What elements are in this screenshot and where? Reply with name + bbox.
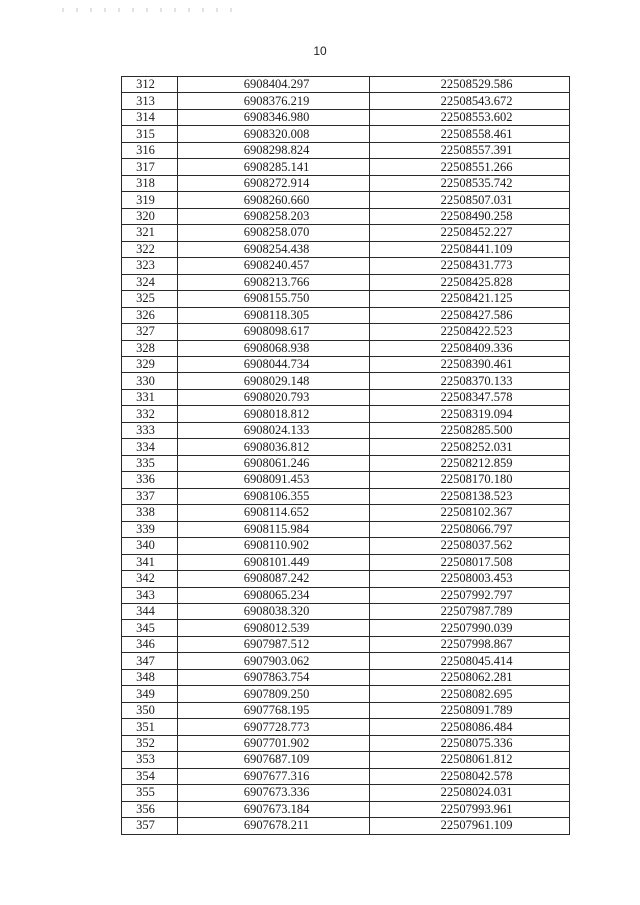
point-number-cell: 356 xyxy=(122,801,178,817)
table-row xyxy=(122,702,570,718)
scan-artifact xyxy=(62,8,242,12)
x-coordinate-cell: 6908258.070 xyxy=(178,225,370,241)
x-coordinate-cell: 6908404.297 xyxy=(178,77,370,93)
point-number-cell: 349 xyxy=(122,686,178,702)
point-number-cell: 352 xyxy=(122,735,178,751)
table-row xyxy=(122,258,570,274)
y-coordinate-cell: 22508066.797 xyxy=(370,521,570,537)
point-number-cell: 323 xyxy=(122,258,178,274)
y-coordinate-cell: 22508543.672 xyxy=(370,93,570,109)
point-number-cell: 354 xyxy=(122,768,178,784)
y-coordinate-cell: 22507961.109 xyxy=(370,818,570,834)
x-coordinate-cell: 6907673.184 xyxy=(178,801,370,817)
y-coordinate-cell: 22508024.031 xyxy=(370,785,570,801)
y-coordinate-cell: 22508252.031 xyxy=(370,439,570,455)
x-coordinate-cell: 6907673.336 xyxy=(178,785,370,801)
table-row xyxy=(122,159,570,175)
x-coordinate-cell: 6908320.008 xyxy=(178,126,370,142)
x-coordinate-cell: 6908114.652 xyxy=(178,505,370,521)
table-row xyxy=(122,587,570,603)
x-coordinate-cell: 6908258.203 xyxy=(178,208,370,224)
x-coordinate-cell: 6908115.984 xyxy=(178,521,370,537)
table-row xyxy=(122,505,570,521)
point-number-cell: 317 xyxy=(122,159,178,175)
x-coordinate-cell: 6908254.438 xyxy=(178,241,370,257)
x-coordinate-cell: 6908260.660 xyxy=(178,192,370,208)
y-coordinate-cell: 22508535.742 xyxy=(370,175,570,191)
point-number-cell: 331 xyxy=(122,389,178,405)
y-coordinate-cell: 22508285.500 xyxy=(370,422,570,438)
x-coordinate-cell: 6908036.812 xyxy=(178,439,370,455)
y-coordinate-cell: 22508409.336 xyxy=(370,340,570,356)
point-number-cell: 312 xyxy=(122,77,178,93)
y-coordinate-cell: 22508370.133 xyxy=(370,373,570,389)
x-coordinate-cell: 6908298.824 xyxy=(178,142,370,158)
y-coordinate-cell: 22508091.789 xyxy=(370,702,570,718)
table-row xyxy=(122,77,570,93)
x-coordinate-cell: 6907903.062 xyxy=(178,653,370,669)
x-coordinate-cell: 6908285.141 xyxy=(178,159,370,175)
table-row xyxy=(122,356,570,372)
page-number: 10 xyxy=(313,44,327,58)
point-number-cell: 316 xyxy=(122,142,178,158)
point-number-cell: 337 xyxy=(122,488,178,504)
table-row xyxy=(122,636,570,652)
x-coordinate-cell: 6908155.750 xyxy=(178,291,370,307)
y-coordinate-cell: 22508557.391 xyxy=(370,142,570,158)
x-coordinate-cell: 6908091.453 xyxy=(178,472,370,488)
point-number-cell: 319 xyxy=(122,192,178,208)
table-row xyxy=(122,768,570,784)
table-row xyxy=(122,93,570,109)
point-number-cell: 313 xyxy=(122,93,178,109)
x-coordinate-cell: 6908110.902 xyxy=(178,538,370,554)
x-coordinate-cell: 6908106.355 xyxy=(178,488,370,504)
table-row xyxy=(122,109,570,125)
y-coordinate-cell: 22508138.523 xyxy=(370,488,570,504)
y-coordinate-cell: 22508441.109 xyxy=(370,241,570,257)
x-coordinate-cell: 6908376.219 xyxy=(178,93,370,109)
x-coordinate-cell: 6908020.793 xyxy=(178,389,370,405)
x-coordinate-cell: 6908346.980 xyxy=(178,109,370,125)
y-coordinate-cell: 22508003.453 xyxy=(370,571,570,587)
x-coordinate-cell: 6907863.754 xyxy=(178,669,370,685)
table-row xyxy=(122,719,570,735)
y-coordinate-cell: 22508431.773 xyxy=(370,258,570,274)
x-coordinate-cell: 6908272.914 xyxy=(178,175,370,191)
y-coordinate-cell: 22508061.812 xyxy=(370,752,570,768)
y-coordinate-cell: 22508452.227 xyxy=(370,225,570,241)
table-row xyxy=(122,571,570,587)
y-coordinate-cell: 22507990.039 xyxy=(370,620,570,636)
point-number-cell: 324 xyxy=(122,274,178,290)
x-coordinate-cell: 6908044.734 xyxy=(178,356,370,372)
x-coordinate-cell: 6908101.449 xyxy=(178,554,370,570)
point-number-cell: 344 xyxy=(122,604,178,620)
point-number-cell: 333 xyxy=(122,422,178,438)
y-coordinate-cell: 22508421.125 xyxy=(370,291,570,307)
y-coordinate-cell: 22508082.695 xyxy=(370,686,570,702)
x-coordinate-cell: 6908098.617 xyxy=(178,324,370,340)
point-number-cell: 326 xyxy=(122,307,178,323)
table-row xyxy=(122,406,570,422)
point-number-cell: 355 xyxy=(122,785,178,801)
point-number-cell: 338 xyxy=(122,505,178,521)
table-row xyxy=(122,324,570,340)
y-coordinate-cell: 22507987.789 xyxy=(370,604,570,620)
y-coordinate-cell: 22508529.586 xyxy=(370,77,570,93)
x-coordinate-cell: 6908240.457 xyxy=(178,258,370,274)
point-number-cell: 340 xyxy=(122,538,178,554)
y-coordinate-cell: 22508507.031 xyxy=(370,192,570,208)
point-number-cell: 343 xyxy=(122,587,178,603)
table-row xyxy=(122,291,570,307)
coordinates-table xyxy=(121,76,570,835)
y-coordinate-cell: 22508086.484 xyxy=(370,719,570,735)
table-row xyxy=(122,455,570,471)
point-number-cell: 339 xyxy=(122,521,178,537)
x-coordinate-cell: 6908038.320 xyxy=(178,604,370,620)
table-row xyxy=(122,208,570,224)
table-row xyxy=(122,307,570,323)
table-row xyxy=(122,422,570,438)
point-number-cell: 351 xyxy=(122,719,178,735)
point-number-cell: 327 xyxy=(122,324,178,340)
table-row xyxy=(122,241,570,257)
point-number-cell: 345 xyxy=(122,620,178,636)
table-row xyxy=(122,554,570,570)
y-coordinate-cell: 22508042.578 xyxy=(370,768,570,784)
table-row xyxy=(122,538,570,554)
table-row xyxy=(122,686,570,702)
x-coordinate-cell: 6908087.242 xyxy=(178,571,370,587)
x-coordinate-cell: 6908213.766 xyxy=(178,274,370,290)
y-coordinate-cell: 22508212.859 xyxy=(370,455,570,471)
point-number-cell: 328 xyxy=(122,340,178,356)
table-row xyxy=(122,439,570,455)
point-number-cell: 357 xyxy=(122,818,178,834)
y-coordinate-cell: 22508422.523 xyxy=(370,324,570,340)
y-coordinate-cell: 22508553.602 xyxy=(370,109,570,125)
y-coordinate-cell: 22508558.461 xyxy=(370,126,570,142)
y-coordinate-cell: 22508427.586 xyxy=(370,307,570,323)
x-coordinate-cell: 6908029.148 xyxy=(178,373,370,389)
table-row xyxy=(122,801,570,817)
point-number-cell: 342 xyxy=(122,571,178,587)
point-number-cell: 336 xyxy=(122,472,178,488)
y-coordinate-cell: 22507998.867 xyxy=(370,636,570,652)
point-number-cell: 341 xyxy=(122,554,178,570)
y-coordinate-cell: 22508170.180 xyxy=(370,472,570,488)
table-row xyxy=(122,604,570,620)
x-coordinate-cell: 6907768.195 xyxy=(178,702,370,718)
table-row xyxy=(122,488,570,504)
point-number-cell: 321 xyxy=(122,225,178,241)
table-row xyxy=(122,735,570,751)
point-number-cell: 322 xyxy=(122,241,178,257)
x-coordinate-cell: 6908061.246 xyxy=(178,455,370,471)
table-row xyxy=(122,126,570,142)
y-coordinate-cell: 22508045.414 xyxy=(370,653,570,669)
point-number-cell: 350 xyxy=(122,702,178,718)
point-number-cell: 335 xyxy=(122,455,178,471)
table-row xyxy=(122,620,570,636)
y-coordinate-cell: 22508102.367 xyxy=(370,505,570,521)
y-coordinate-cell: 22508425.828 xyxy=(370,274,570,290)
y-coordinate-cell: 22508347.578 xyxy=(370,389,570,405)
x-coordinate-cell: 6908065.234 xyxy=(178,587,370,603)
table-row xyxy=(122,175,570,191)
point-number-cell: 330 xyxy=(122,373,178,389)
y-coordinate-cell: 22508390.461 xyxy=(370,356,570,372)
x-coordinate-cell: 6907987.512 xyxy=(178,636,370,652)
x-coordinate-cell: 6908118.305 xyxy=(178,307,370,323)
point-number-cell: 320 xyxy=(122,208,178,224)
table-row xyxy=(122,225,570,241)
x-coordinate-cell: 6908024.133 xyxy=(178,422,370,438)
y-coordinate-cell: 22508319.094 xyxy=(370,406,570,422)
x-coordinate-cell: 6907687.109 xyxy=(178,752,370,768)
x-coordinate-cell: 6907678.211 xyxy=(178,818,370,834)
y-coordinate-cell: 22508490.258 xyxy=(370,208,570,224)
point-number-cell: 315 xyxy=(122,126,178,142)
table-row xyxy=(122,752,570,768)
y-coordinate-cell: 22508075.336 xyxy=(370,735,570,751)
y-coordinate-cell: 22508062.281 xyxy=(370,669,570,685)
x-coordinate-cell: 6908012.539 xyxy=(178,620,370,636)
table-row xyxy=(122,192,570,208)
table-row xyxy=(122,274,570,290)
x-coordinate-cell: 6908068.938 xyxy=(178,340,370,356)
y-coordinate-cell: 22508037.562 xyxy=(370,538,570,554)
table-row xyxy=(122,472,570,488)
table-row xyxy=(122,818,570,834)
table-row xyxy=(122,669,570,685)
x-coordinate-cell: 6907809.250 xyxy=(178,686,370,702)
point-number-cell: 318 xyxy=(122,175,178,191)
table-row xyxy=(122,785,570,801)
table-row xyxy=(122,653,570,669)
table-row xyxy=(122,373,570,389)
point-number-cell: 314 xyxy=(122,109,178,125)
x-coordinate-cell: 6907701.902 xyxy=(178,735,370,751)
x-coordinate-cell: 6907677.316 xyxy=(178,768,370,784)
point-number-cell: 325 xyxy=(122,291,178,307)
y-coordinate-cell: 22507993.961 xyxy=(370,801,570,817)
x-coordinate-cell: 6908018.812 xyxy=(178,406,370,422)
point-number-cell: 348 xyxy=(122,669,178,685)
x-coordinate-cell: 6907728.773 xyxy=(178,719,370,735)
table-row xyxy=(122,340,570,356)
table-row xyxy=(122,142,570,158)
point-number-cell: 346 xyxy=(122,636,178,652)
y-coordinate-cell: 22507992.797 xyxy=(370,587,570,603)
point-number-cell: 329 xyxy=(122,356,178,372)
table-row xyxy=(122,521,570,537)
coordinates-table-body xyxy=(122,77,570,835)
point-number-cell: 347 xyxy=(122,653,178,669)
point-number-cell: 332 xyxy=(122,406,178,422)
point-number-cell: 334 xyxy=(122,439,178,455)
point-number-cell: 353 xyxy=(122,752,178,768)
y-coordinate-cell: 22508017.508 xyxy=(370,554,570,570)
table-row xyxy=(122,389,570,405)
y-coordinate-cell: 22508551.266 xyxy=(370,159,570,175)
